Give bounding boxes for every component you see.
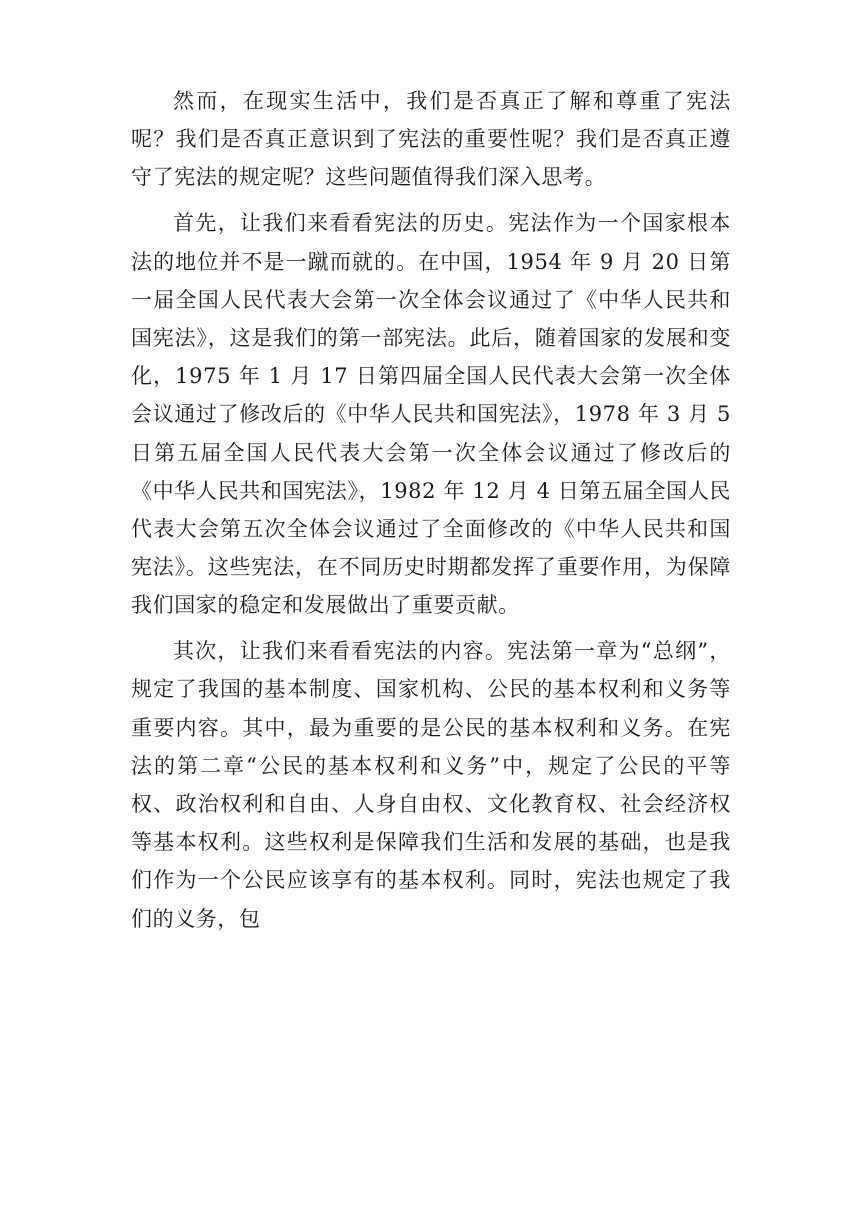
- paragraph-reflection: 然而，在现实生活中，我们是否真正了解和尊重了宪法呢？我们是否真正意识到了宪法的重要性呢？我们是否真正遵守了宪法的规定呢？这些问题值得我们深入思考。: [131, 89, 731, 190]
- document-body: [131, 82, 731, 946]
- paragraph-content: 其次，让我们来看看宪法的内容。宪法第一章为“总纲”，规定了我国的基本制度、国家机构、公民的基本权利和义务等重要内容。其中，最为重要的是公民的基本权利和义务。在宪法的第二章“公民的基本权利和义务”中，规定了公民的平等权、政治权利和自由、人身自由权、文化教育权、社会经济权等基本权利。这些权利是保障我们生活和发展的基础，也是我们作为一个公民应该享有的基本权利。同时，宪法也规定了我们的义务，包: [131, 639, 731, 931]
- paragraph-history: 首先，让我们来看看宪法的历史。宪法作为一个国家根本法的地位并不是一蹴而就的。在中国，1954 年 9 月 20 日第一届全国人民代表大会第一次全体会议通过了《中华人民共和国宪法》，这是我们的第一部宪法。此后，随着国家的发展和变化，1975 年 1 月 17 日第四届全国人民代表大会第一次全体会议通过了修改后的《中华人民共和国宪法》，1978 年 3 月 5 日第五届全国人民代表大会第一次全体会议通过了修改后的《中华人民共和国宪法》，1982 年 12 月 4 日第五届全国人民代表大会第五次全体会议通过了全面修改的《中华人民共和国宪法》。这些宪法，在不同历史时期都发挥了重要作用，为保障我们国家的稳定和发展做出了重要贡献。: [131, 211, 731, 618]
